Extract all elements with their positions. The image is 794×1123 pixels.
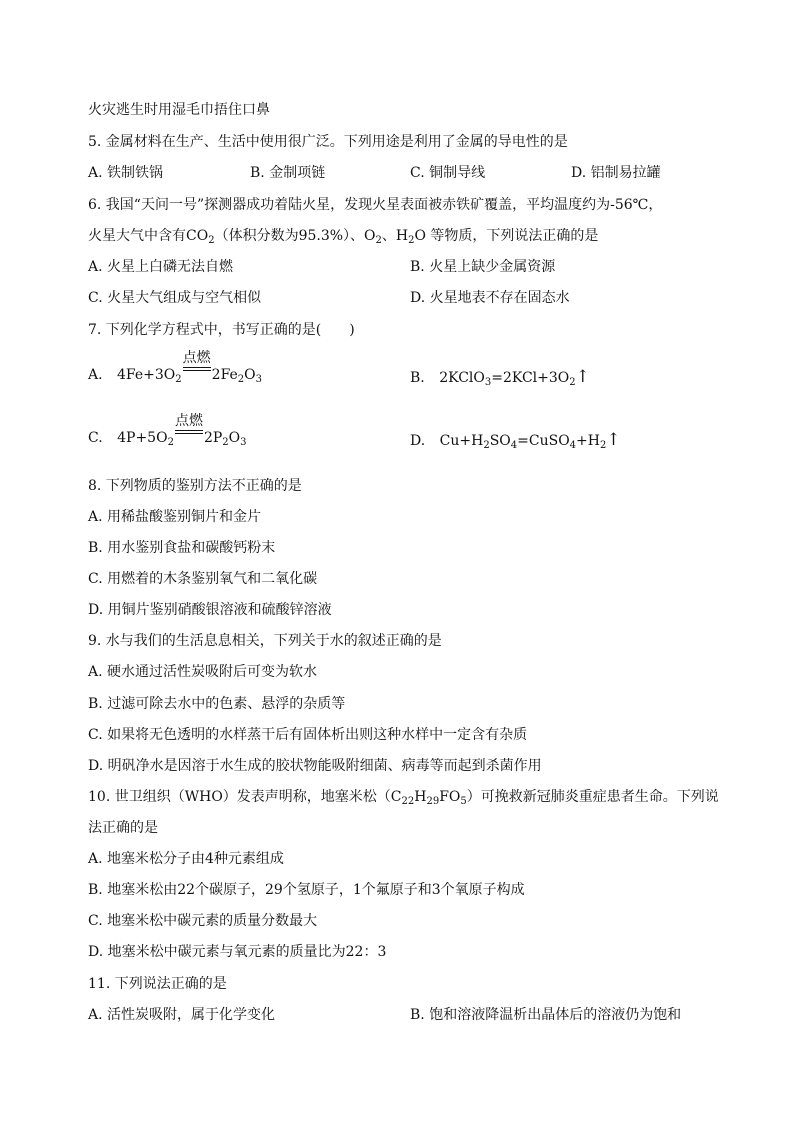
q7-b-eq: $2KClO_3=2KCl+3O_2↑$ <box>439 367 590 388</box>
gas-arrow-icon: ↑ <box>575 367 590 387</box>
question-9: 9. 水与我们的生活息息相关，下列关于水的叙述正确的是 <box>88 633 442 649</box>
q6-sub: 2 <box>375 235 382 246</box>
question-7: 7. 下列化学方程式中，书写正确的是( ) <box>88 322 355 338</box>
q7-c-condition: 点燃 <box>175 413 203 434</box>
q7-c-label: C. <box>88 430 103 446</box>
q7-option-c: C. $4P+5O_2$ 点燃 $2P_2O_3$ <box>88 413 247 448</box>
q5-option-a: A. 铁制铁锅 <box>88 165 164 181</box>
q10-option-b: B. 地塞米松由22个碳原子，29个氢原子，1个氟原子和3个氧原子构成 <box>88 882 525 898</box>
q6-sub: 2 <box>208 235 215 246</box>
q7-option-b <box>410 367 590 387</box>
question-10-line2: 法正确的是 <box>88 820 158 836</box>
q6-text: （体积分数为95.3%）、O <box>214 228 376 244</box>
q6-option-a: A. 火星上白磷无法自燃 <box>88 259 234 275</box>
q11-option-a: A. 活性炭吸附，属于化学变化 <box>88 1007 276 1023</box>
q6-option-b: B. 火星上缺少金属资源 <box>410 259 556 275</box>
q10-option-c: C. 地塞米松中碳元素的质量分数最大 <box>88 913 318 929</box>
q8-option-d: D. 用铜片鉴别硝酸银溶液和硫酸锌溶液 <box>88 602 332 618</box>
q9-option-c: C. 如果将无色透明的水样蒸干后有固体析出则这种水样中一定含有杂质 <box>88 727 528 743</box>
q5-option-c: C. 铜制导线 <box>410 165 486 181</box>
q8-option-b: B. 用水鉴别食盐和碳酸钙粉末 <box>88 540 276 556</box>
q7-a-sub: 2 <box>175 374 182 385</box>
q9-option-a: A. 硬水通过活性炭吸附后可变为软水 <box>88 664 318 680</box>
q7-a-condition: 点燃 <box>183 350 211 371</box>
q7-c-rhs: 2P <box>203 430 223 446</box>
q6-sub: 2 <box>408 235 415 246</box>
q7-a-lhs: 4Fe+3O <box>117 367 176 383</box>
q7-b-label: B. <box>410 370 425 386</box>
q7-d-eq: $Cu+H_2SO_4=CuSO_4+H_2↑$ <box>439 430 621 451</box>
q7-c-lhs: 4P+5O <box>117 430 168 446</box>
question-10-line1: 10. 世卫组织（WHO）发表声明称，地塞米松$(C_{22}H_{29}FO_5)$可挽救新冠肺炎重症患者生命。下列说 <box>88 789 719 807</box>
question-8: 8. 下列物质的鉴别方法不正确的是 <box>88 478 302 494</box>
q10-option-a: A. 地塞米松分子由4种元素组成 <box>88 851 284 867</box>
q6-option-c: C. 火星大气组成与空气相似 <box>88 290 262 306</box>
q10-option-d: D. 地塞米松中碳元素与氧元素的质量比为22：3 <box>88 944 387 960</box>
q6-text: 、H <box>381 228 409 244</box>
q11-option-b: B. 饱和溶液降温析出晶体后的溶液仍为饱和 <box>410 1007 682 1023</box>
q6-text: O 等物质，下列说法正确的是 <box>414 228 599 244</box>
q6-option-d: D. 火星地表不存在固态水 <box>410 290 570 306</box>
q7-a-rhs: 2Fe <box>211 367 238 383</box>
q6-text: 火星大气中含有CO <box>88 228 209 244</box>
q8-option-a: A. 用稀盐酸鉴别铜片和金片 <box>88 509 262 525</box>
q5-option-b: B. 金制项链 <box>250 165 326 181</box>
question-6-line2 <box>88 226 598 246</box>
q7-option-d <box>410 430 621 450</box>
q9-option-d: D. 明矾净水是因溶于水生成的胶状物能吸附细菌、病毒等而起到杀菌作用 <box>88 758 542 774</box>
question-6-line1: 6. 我国“天问一号”探测器成功着陆火星，发现火星表面被赤铁矿覆盖，平均温度约为-56℃， <box>88 197 663 213</box>
q7-a-label: A. <box>88 367 103 383</box>
text-line: 火灾逃生时用湿毛巾捂住口鼻 <box>88 102 270 118</box>
question-5: 5. 金属材料在生产、生活中使用很广泛。下列用途是利用了金属的导电性的是 <box>88 134 568 150</box>
q7-option-a: A. $4Fe+3O_2$ 点燃 $2Fe_2O_3$ <box>88 350 263 385</box>
question-11: 11. 下列说法正确的是 <box>88 976 227 992</box>
q5-option-d: D. 铝制易拉罐 <box>571 165 661 181</box>
q7-d-label: D. <box>410 433 426 449</box>
gas-arrow-icon: ↑ <box>606 430 621 450</box>
q8-option-c: C. 用燃着的木条鉴别氧气和二氧化碳 <box>88 571 318 587</box>
q9-option-b: B. 过滤可除去水中的色素、悬浮的杂质等 <box>88 696 346 712</box>
